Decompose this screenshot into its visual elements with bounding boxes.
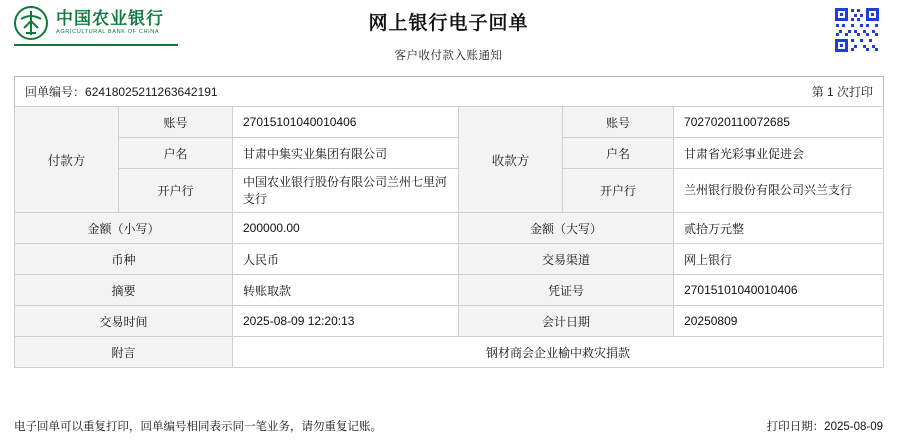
payee-name-value: 甘肃省光彩事业促进会 — [674, 138, 884, 169]
payer-account-value: 27015101040010406 — [233, 107, 459, 138]
table-row-currency — [15, 244, 884, 275]
remark-value: 钢材商会企业榆中救灾捐款 — [233, 337, 884, 368]
payee-name-label: 户名 — [563, 138, 674, 169]
amount-lower-label: 金额（小写） — [15, 213, 233, 244]
document-footer — [14, 418, 883, 434]
summary-label: 摘要 — [15, 275, 233, 306]
trade-time-label: 交易时间 — [15, 306, 233, 337]
amount-lower-value: 200000.00 — [233, 213, 459, 244]
receipt-table — [14, 76, 884, 368]
page-subtitle: 客户收付款入账通知 — [394, 50, 503, 62]
remark-label: 附言 — [15, 337, 233, 368]
payer-name-label: 户名 — [119, 138, 233, 169]
payer-account-label: 账号 — [119, 107, 233, 138]
amount-upper-value: 贰拾万元整 — [674, 213, 884, 244]
account-date-value: 20250809 — [674, 306, 884, 337]
payer-bank-value: 中国农业银行股份有限公司兰州七里河支行 — [233, 169, 459, 213]
table-row-summary — [15, 275, 884, 306]
currency-label: 币种 — [15, 244, 233, 275]
table-row-amount — [15, 213, 884, 244]
channel-label: 交易渠道 — [459, 244, 674, 275]
print-count: 第 1 次打印 — [563, 77, 884, 107]
table-row-bank — [15, 169, 884, 213]
payee-account-label: 账号 — [563, 107, 674, 138]
payee-account-value: 7027020110072685 — [674, 107, 884, 138]
table-row-name — [15, 138, 884, 169]
table-row-time — [15, 306, 884, 337]
table-row-account — [15, 107, 884, 138]
receipt-meta-row — [15, 77, 884, 107]
page-title: 网上银行电子回单 — [368, 13, 529, 34]
qr-code-icon — [833, 6, 881, 54]
payee-party-label: 收款方 — [459, 107, 563, 213]
document-header — [0, 0, 897, 72]
payer-party-label: 付款方 — [15, 107, 119, 213]
payee-bank-value: 兰州银行股份有限公司兴兰支行 — [674, 169, 884, 213]
summary-value: 转账取款 — [233, 275, 459, 306]
payer-name-value: 甘肃中集实业集团有限公司 — [233, 138, 459, 169]
footer-note: 电子回单可以重复打印，回单编号相同表示同一笔业务，请勿重复记账。 — [14, 421, 382, 433]
print-date: 打印日期：2025-08-09 — [766, 421, 883, 433]
account-date-label: 会计日期 — [459, 306, 674, 337]
voucher-label: 凭证号 — [459, 275, 674, 306]
receipt-number-cell — [15, 77, 563, 107]
bank-name-cn: 中国农业银行 — [56, 8, 164, 28]
bank-name-en: AGRICULTURAL BANK OF CHINA — [56, 29, 160, 36]
voucher-value: 27015101040010406 — [674, 275, 884, 306]
receipt-number-value: 62418025211263642191 — [85, 85, 218, 99]
currency-value: 人民币 — [233, 244, 459, 275]
channel-value: 网上银行 — [674, 244, 884, 275]
amount-upper-label: 金额（大写） — [459, 213, 674, 244]
title-block — [0, 8, 897, 63]
payer-bank-label: 开户行 — [119, 169, 233, 213]
table-row-remark — [15, 337, 884, 368]
payee-bank-label: 开户行 — [563, 169, 674, 213]
trade-time-value: 2025-08-09 12:20:13 — [233, 306, 459, 337]
receipt-number-label: 回单编号： — [25, 85, 86, 99]
